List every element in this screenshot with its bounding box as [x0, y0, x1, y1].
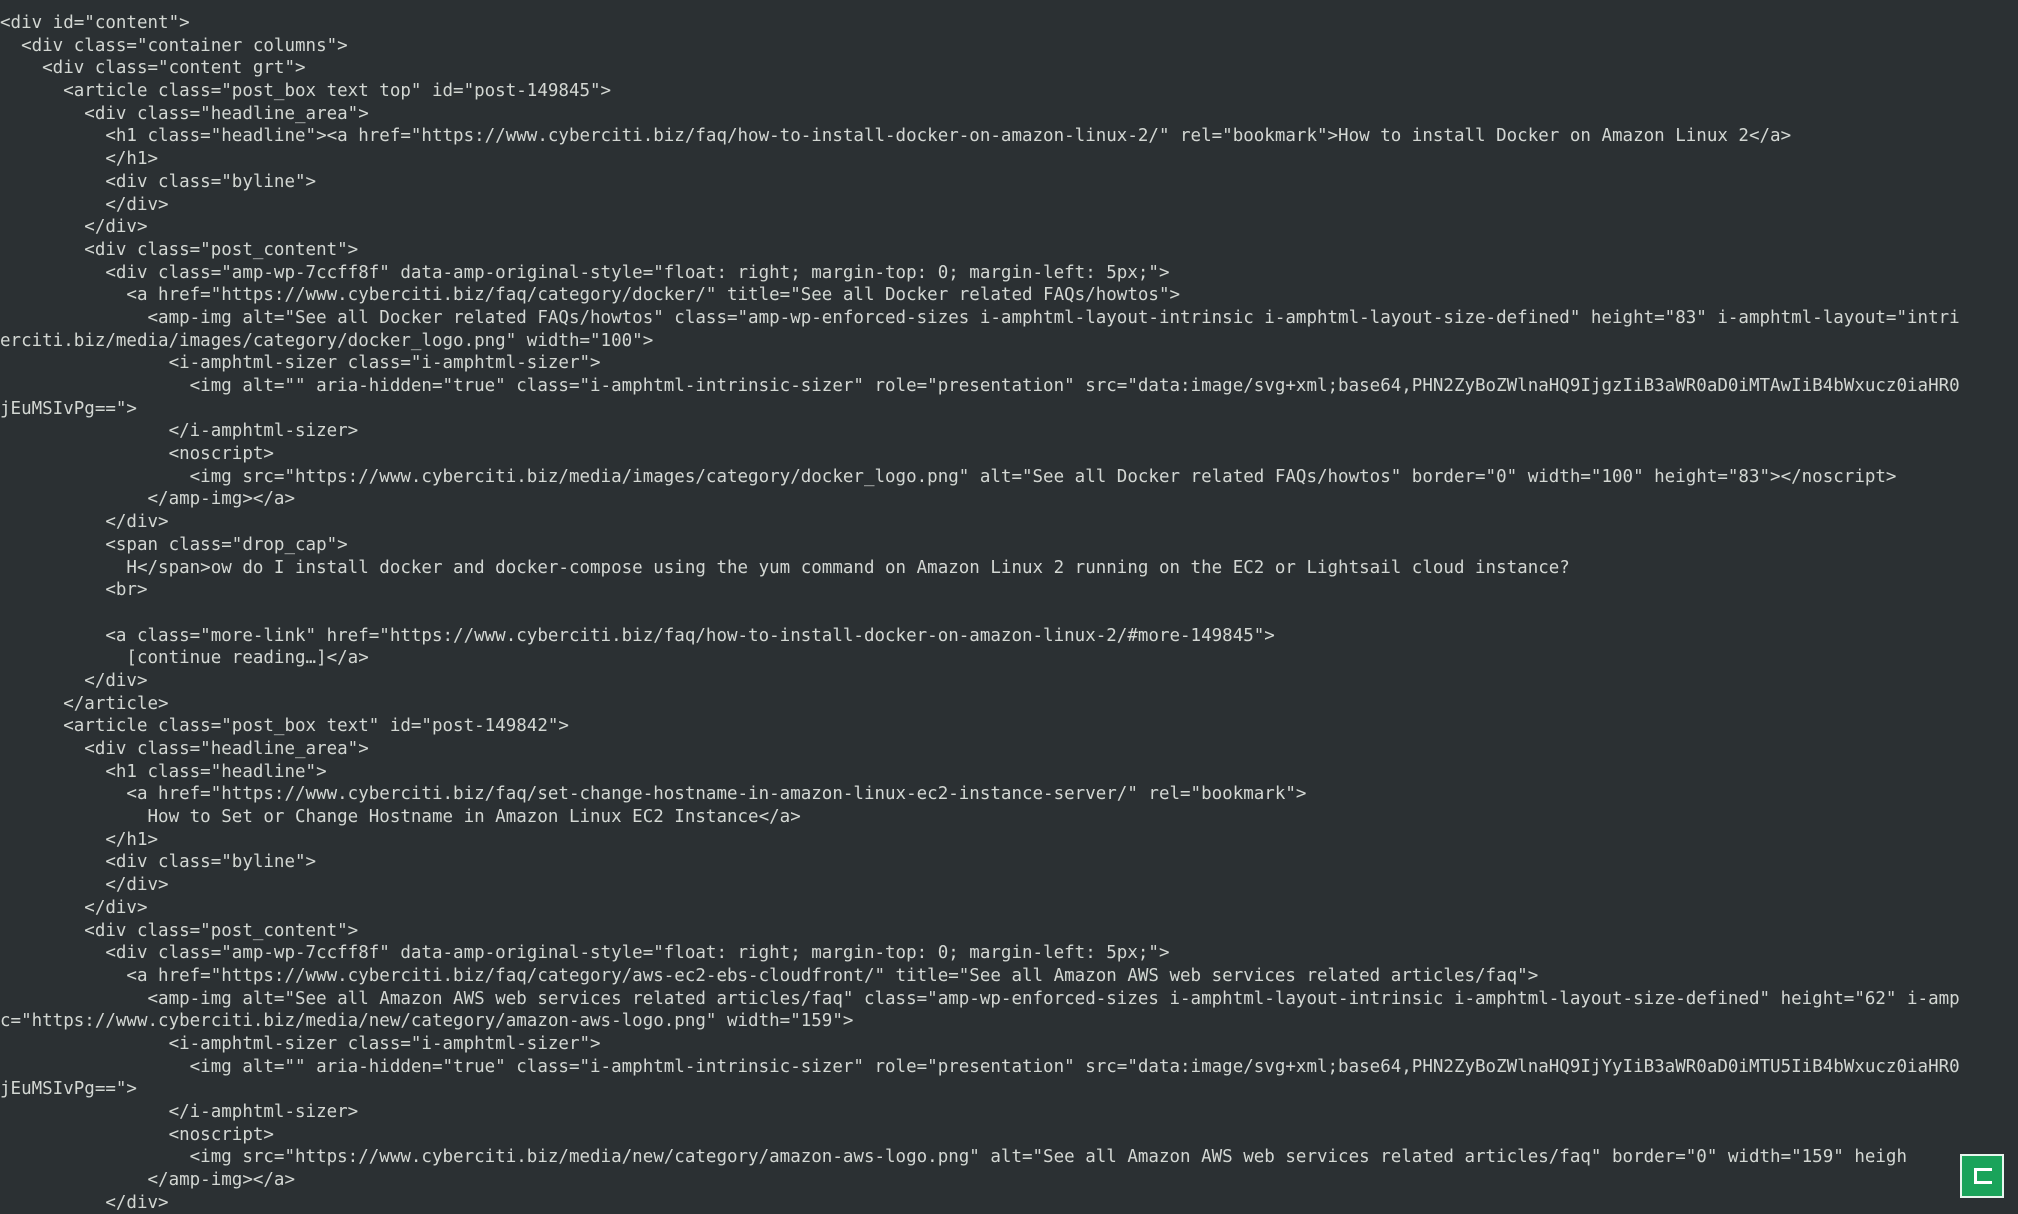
source-line [0, 602, 2018, 625]
source-line: <div class="byline"> [0, 171, 317, 192]
source-line: </i-amphtml-sizer> [0, 421, 359, 442]
source-line: c="https://www.cyberciti.biz/media/new/category/amazon-aws-logo.png" width="159"> [0, 1011, 854, 1032]
source-line: <span class="drop_cap"> [0, 534, 348, 555]
source-line: <h1 class="headline"><a href="https://www.cyberciti.biz/faq/how-to-install-docker-on-amazon-linux-2/" rel="bookmark">How to install Docker on Amazon Linux 2</a> [0, 126, 1792, 147]
source-line: </div> [0, 1192, 169, 1213]
source-line: </div> [0, 217, 148, 238]
source-line: <img alt="" aria-hidden="true" class="i-amphtml-intrinsic-sizer" role="presentation" src="data:image/svg+xml;base64,PHN2ZyBoZWlnaHQ9IjYyIiB3aWR0aD0iMTU5IiB4bWxucz0iaHR0 [0, 1056, 1960, 1077]
source-line: </article> [0, 693, 169, 714]
source-line: </h1> [0, 829, 159, 850]
source-line: <div class="container columns"> [0, 35, 348, 56]
source-line: <article class="post_box text top" id="post-149845"> [0, 81, 612, 102]
source-line: <img src="https://www.cyberciti.biz/media/new/category/amazon-aws-logo.png" alt="See all Amazon AWS web services related articles/faq" border="0" width="159" heigh [0, 1147, 1907, 1168]
source-line: <a href="https://www.cyberciti.biz/faq/set-change-hostname-in-amazon-linux-ec2-instance-server/" rel="bookmark"> [0, 784, 1307, 805]
source-line: <amp-img alt="See all Docker related FAQs/howtos" class="amp-wp-enforced-sizes i-amphtml-layout-intrinsic i-amphtml-layout-size-defined" height="83" i-amphtml-layout="intri [0, 307, 1960, 328]
terminal-launcher-icon [1974, 1168, 1992, 1184]
source-line: <a class="more-link" href="https://www.cyberciti.biz/faq/how-to-install-docker-on-amazon-linux-2/#more-149845"> [0, 625, 1275, 646]
source-line: jEuMSIvPg=="> [0, 398, 137, 419]
source-line: <img src="https://www.cyberciti.biz/media/images/category/docker_logo.png" alt="See all Docker related FAQs/howtos" border="0" width="100" height="83"></noscript> [0, 466, 1897, 487]
source-line: jEuMSIvPg=="> [0, 1079, 137, 1100]
source-line: </amp-img></a> [0, 489, 296, 510]
source-line: <noscript> [0, 444, 274, 465]
source-line: erciti.biz/media/images/category/docker_logo.png" width="100"> [0, 330, 654, 351]
source-line: <h1 class="headline"> [0, 761, 327, 782]
source-line: <div id="content"> [0, 13, 190, 33]
source-line: <a href="https://www.cyberciti.biz/faq/category/docker/" title="See all Docker related FAQs/howtos"> [0, 285, 1181, 306]
source-line: <div class="amp-wp-7ccff8f" data-amp-original-style="float: right; margin-top: 0; margin-left: 5px;"> [0, 943, 1170, 964]
source-line: <div class="post_content"> [0, 239, 359, 260]
source-line: </div> [0, 670, 148, 691]
source-line: <div class="byline"> [0, 852, 317, 873]
source-line: <img alt="" aria-hidden="true" class="i-amphtml-intrinsic-sizer" role="presentation" src="data:image/svg+xml;base64,PHN2ZyBoZWlnaHQ9IjgzIiB3aWR0aD0iMTAwIiB4bWxucz0iaHR0 [0, 376, 1960, 396]
source-line: <div class="content grt"> [0, 58, 306, 79]
source-line: <div class="headline_area"> [0, 739, 369, 759]
source-line: </h1> [0, 149, 159, 170]
source-line: <div class="amp-wp-7ccff8f" data-amp-original-style="float: right; margin-top: 0; margin-left: 5px;"> [0, 262, 1170, 283]
source-line: </div> [0, 194, 169, 215]
source-line: </div> [0, 897, 148, 918]
terminal-launcher-button[interactable] [1960, 1154, 2004, 1198]
source-line: </div> [0, 875, 169, 896]
source-line: <a href="https://www.cyberciti.biz/faq/category/aws-ec2-ebs-cloudfront/" title="See all Amazon AWS web services related articles/faq"> [0, 965, 1539, 986]
source-line: </div> [0, 512, 169, 533]
source-line: </i-amphtml-sizer> [0, 1102, 359, 1122]
source-line: <amp-img alt="See all Amazon AWS web services related articles/faq" class="amp-wp-enforced-sizes i-amphtml-layout-intrinsic i-amphtml-layout-size-defined" height="62" i-amp [0, 988, 1960, 1009]
source-line: [continue reading…]</a> [0, 648, 369, 669]
source-line: H</span>ow do I install docker and docker-compose using the yum command on Amazon Linux 2 running on the EC2 or Lightsail cloud instance? [0, 557, 1570, 578]
source-line: <noscript> [0, 1124, 274, 1145]
html-source-view[interactable] [0, 12, 2018, 1214]
source-line: </amp-img></a> [0, 1170, 296, 1191]
source-line: <article class="post_box text" id="post-149842"> [0, 716, 569, 737]
source-line: <i-amphtml-sizer class="i-amphtml-sizer"> [0, 1033, 601, 1054]
source-line: How to Set or Change Hostname in Amazon Linux EC2 Instance</a> [0, 807, 801, 828]
source-line: <div class="post_content"> [0, 920, 359, 941]
source-line: <div class="headline_area"> [0, 103, 369, 124]
source-line: <br> [0, 580, 148, 601]
source-line: <i-amphtml-sizer class="i-amphtml-sizer"> [0, 353, 601, 374]
